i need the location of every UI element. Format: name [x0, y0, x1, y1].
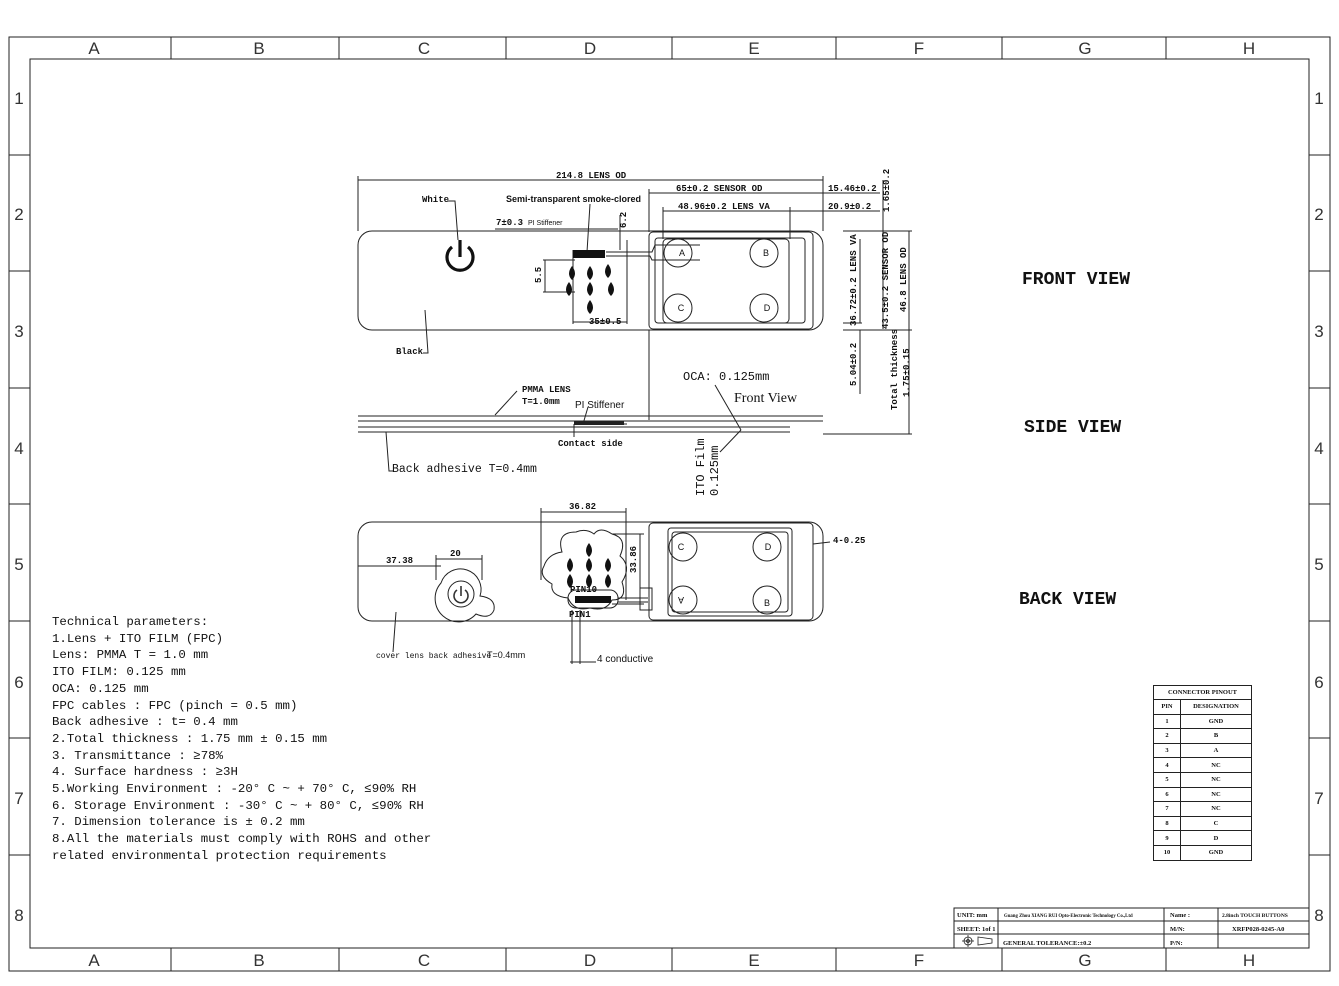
dim-lens-va-vertical: 36.72±0.2 LENS VA: [849, 234, 859, 326]
table-row: [1154, 743, 1252, 758]
row-label-right-1: 1: [1314, 89, 1324, 108]
tech-line: 2.Total thickness : 1.75 mm ± 0.15 mm: [52, 731, 328, 746]
tb-mn-value: XRFP028-0245-A0: [1232, 926, 1285, 933]
label-ito-film: ITO Film: [694, 438, 708, 496]
tech-line: related environmental protection requirements: [52, 848, 387, 863]
dim-sensor-od: 65±0.2 SENSOR OD: [676, 184, 763, 194]
dim-stiffener: 7±0.3: [496, 218, 524, 228]
col-label-top-h: H: [1242, 39, 1256, 58]
pin-cell: 5: [1154, 772, 1181, 787]
power-icon: [447, 240, 473, 270]
label-pin1: PIN1: [569, 610, 591, 620]
designation-cell: D: [1181, 831, 1252, 846]
front-button-b-label: B: [762, 248, 770, 258]
designation-cell: C: [1181, 816, 1252, 831]
col-label-top-b: B: [253, 39, 265, 58]
tech-line: Technical parameters:: [52, 615, 209, 629]
col-label-top-d: D: [583, 39, 597, 58]
pin-cell: 2: [1154, 729, 1181, 744]
col-label-bottom-a: A: [88, 951, 100, 970]
dim-5-04: 5.04±0.2: [849, 342, 859, 386]
dim-1-65: 1.65±0.2: [882, 168, 892, 212]
col-label-bottom-e: E: [748, 951, 760, 970]
table-row: [1154, 758, 1252, 773]
title-block: [954, 908, 1309, 948]
pinout-head-pin: PIN: [1154, 700, 1181, 715]
front-lens-outline: [358, 231, 823, 330]
dim-35: 35±0.5: [589, 317, 622, 327]
col-label-top-a: A: [88, 39, 100, 58]
designation-cell: A: [1181, 743, 1252, 758]
table-row: [1154, 714, 1252, 729]
front-sensor-od: [649, 232, 813, 329]
col-label-top-f: F: [913, 39, 925, 58]
back-fpc-connector: [575, 596, 611, 603]
front-view-title: FRONT VIEW: [1022, 270, 1131, 290]
row-label-left-4: 4: [14, 439, 24, 458]
col-label-bottom-c: C: [417, 951, 431, 970]
col-label-top-g: G: [1078, 39, 1092, 58]
front-view: [358, 169, 912, 434]
back-button-a-label: A: [677, 595, 685, 605]
label-front-view: Front View: [734, 391, 798, 406]
label-black: Black: [396, 347, 424, 357]
row-label-left-6: 6: [14, 673, 24, 692]
column-ticks-bottom: [171, 948, 1166, 971]
tb-sheet: SHEET: 1of 1: [957, 926, 996, 933]
label-pin10: PIN10: [570, 585, 598, 595]
dim-37-38: 37.38: [386, 556, 414, 566]
technical-parameters: [52, 614, 472, 865]
tech-line: 7. Dimension tolerance is ± 0.2 mm: [52, 815, 305, 830]
row-label-right-2: 2: [1314, 205, 1324, 224]
tech-line: 4. Surface hardness : ≥3H: [52, 765, 238, 780]
pin-cell: 7: [1154, 802, 1181, 817]
leader-black: [423, 310, 428, 353]
tb-unit: UNIT: mm: [957, 912, 988, 919]
table-row: [1154, 845, 1252, 860]
pin-cell: 8: [1154, 816, 1181, 831]
tb-name-label: Name :: [1170, 912, 1191, 919]
tech-line: OCA: 0.125 mm: [52, 681, 149, 696]
column-ticks-top: [171, 37, 1166, 59]
label-pmma-t: T=1.0mm: [522, 397, 560, 407]
label-total-thickness: Total thickness: [890, 328, 900, 410]
table-row: [1154, 772, 1252, 787]
pinout-title: CONNECTOR PINOUT: [1154, 686, 1252, 700]
pinout-head-designation: DESIGNATION: [1181, 700, 1252, 715]
tech-line: Back adhesive : t= 0.4 mm: [52, 715, 238, 730]
row-label-right-8: 8: [1314, 906, 1324, 925]
front-fpc-connector: [573, 250, 605, 258]
dim-6-2: 6.2: [619, 211, 629, 228]
side-view: [358, 370, 912, 496]
label-cover-lens-t: T=0.4mm: [487, 650, 526, 660]
col-label-bottom-g: G: [1078, 951, 1092, 970]
back-sensor-inner: [668, 528, 792, 616]
col-label-top-e: E: [748, 39, 760, 58]
designation-cell: NC: [1181, 758, 1252, 773]
label-white: White: [422, 195, 450, 205]
leader-smoke: [587, 204, 590, 252]
leader-white: [447, 201, 458, 240]
front-button-d-label: D: [763, 303, 771, 313]
col-label-bottom-h: H: [1242, 951, 1256, 970]
tb-mn-label: M/N:: [1170, 926, 1185, 933]
dim-total-thickness: 1.75±0.15: [902, 348, 912, 397]
pin-cell: 4: [1154, 758, 1181, 773]
leader-ito: [720, 430, 741, 452]
label-pmma: PMMA LENS: [522, 385, 571, 395]
row-label-left-8: 8: [14, 906, 24, 925]
designation-cell: NC: [1181, 772, 1252, 787]
row-label-right-6: 6: [1314, 673, 1324, 692]
label-pi-stiffener-side: PI Stiffener: [575, 400, 625, 411]
dim-36-82: 36.82: [569, 502, 597, 512]
label-ito-value: 0.125mm: [708, 445, 722, 496]
row-ticks-left: [9, 155, 30, 855]
tech-line: Lens: PMMA T = 1.0 mm: [52, 648, 209, 663]
label-conductive: 4 conductive: [597, 654, 654, 665]
projection-symbol-icon: [962, 935, 992, 947]
dim-33-86: 33.86: [629, 545, 639, 573]
tech-line: FPC cables : FPC (pinch = 0.5 mm): [52, 698, 298, 713]
tech-line: 3. Transmittance : ≥78%: [52, 748, 224, 763]
table-row: [1154, 729, 1252, 744]
col-label-top-c: C: [417, 39, 431, 58]
label-contact-side: Contact side: [558, 439, 623, 449]
back-drops: [567, 543, 611, 588]
tb-company: Guang Zhou XIANG RUI Opto-Electronic Technology Co.,Ltd: [1004, 914, 1133, 919]
dim-15-46: 15.46±0.2: [828, 184, 877, 194]
col-label-bottom-f: F: [913, 951, 925, 970]
tb-pn-label: P/N:: [1170, 940, 1183, 947]
designation-cell: NC: [1181, 802, 1252, 817]
row-label-left-5: 5: [14, 555, 24, 574]
tech-line: ITO FILM: 0.125 mm: [52, 665, 186, 680]
back-lens-outline: [358, 522, 823, 621]
pin-cell: 10: [1154, 845, 1181, 860]
designation-cell: GND: [1181, 714, 1252, 729]
side-view-title: SIDE VIEW: [1024, 418, 1122, 438]
pin-cell: 9: [1154, 831, 1181, 846]
tech-line: 1.Lens + ITO FILM (FPC): [52, 631, 224, 646]
pin-cell: 1: [1154, 714, 1181, 729]
designation-cell: NC: [1181, 787, 1252, 802]
col-label-bottom-b: B: [253, 951, 265, 970]
row-label-left-3: 3: [14, 322, 24, 341]
table-row: [1154, 802, 1252, 817]
row-label-left-1: 1: [14, 89, 24, 108]
dim-5-5: 5.5: [534, 266, 544, 283]
designation-cell: GND: [1181, 845, 1252, 860]
label-back-adhesive: Back adhesive T=0.4mm: [392, 463, 537, 476]
dim-20-9: 20.9±0.2: [828, 202, 872, 212]
row-label-right-7: 7: [1314, 789, 1324, 808]
dim-sensor-od-vertical: 43.5±0.2 SENSOR OD: [881, 231, 891, 329]
back-power-icon: [454, 586, 468, 603]
row-label-left-2: 2: [14, 205, 24, 224]
dim-lens-od-vertical: 46.8 LENS OD: [899, 247, 909, 312]
leader-pmma: [495, 391, 517, 415]
tb-tolerance: GENERAL TOLERANCE:±0.2: [1003, 940, 1092, 947]
dim-lens-va: 48.96±0.2 LENS VA: [678, 202, 770, 212]
row-label-right-5: 5: [1314, 555, 1324, 574]
back-button-d-label: D: [764, 542, 772, 552]
tech-line: 8.All the materials must comply with ROHS and other: [52, 832, 432, 847]
table-row: [1154, 831, 1252, 846]
label-smoke: Semi-transparent smoke-clored: [506, 194, 642, 204]
dim-4-025: 4-0.25: [833, 536, 866, 546]
table-row: [1154, 816, 1252, 831]
back-view-title: BACK VIEW: [1019, 590, 1117, 610]
back-button-c-label: C: [677, 542, 685, 552]
row-label-right-4: 4: [1314, 439, 1324, 458]
front-button-a-label: A: [678, 248, 686, 258]
table-row: [1154, 787, 1252, 802]
tech-line: 5.Working Environment : -20° C ~ + 70° C, ≤90% RH: [52, 782, 417, 797]
row-label-right-3: 3: [1314, 322, 1324, 341]
tech-line: 6. Storage Environment : -30° C ~ + 80° C, ≤90% RH: [52, 798, 424, 813]
designation-cell: B: [1181, 729, 1252, 744]
connector-pinout-table: [1153, 685, 1252, 861]
label-cover-lens: cover lens back adhesive: [376, 652, 492, 661]
tb-name-value: 2.8inch TOUCH BUTTONS: [1222, 913, 1288, 919]
dim-20: 20: [450, 549, 461, 559]
back-button-b-label: B: [763, 598, 771, 608]
row-label-left-7: 7: [14, 789, 24, 808]
dim-lens-od: 214.8 LENS OD: [556, 171, 627, 181]
pin-cell: 3: [1154, 743, 1181, 758]
label-oca: OCA: 0.125mm: [683, 370, 770, 384]
label-pi-stiffener-front: PI Stiffener: [528, 220, 563, 227]
row-ticks-right: [1309, 155, 1330, 855]
col-label-bottom-d: D: [583, 951, 597, 970]
front-button-c-label: C: [677, 303, 685, 313]
pin-cell: 6: [1154, 787, 1181, 802]
